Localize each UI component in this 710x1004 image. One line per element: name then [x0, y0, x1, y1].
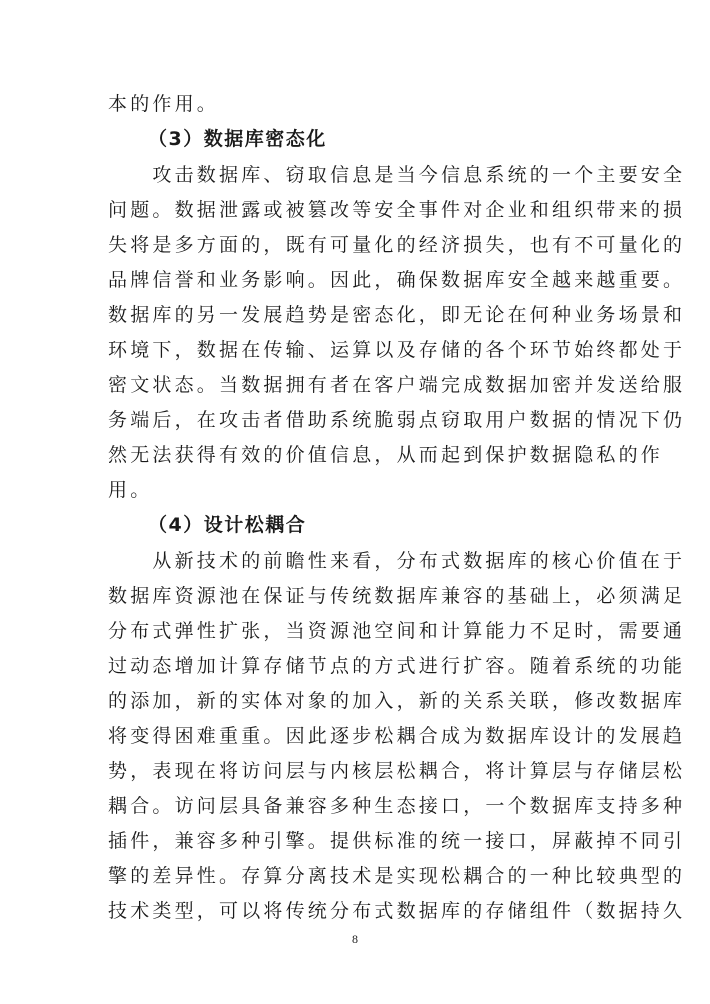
paragraph-line: 用。 [108, 479, 153, 501]
paragraph-line: 本的作用。 [108, 93, 220, 115]
paragraph-line: 技术类型，可以将传统分布式数据库的存储组件（数据持久 [108, 900, 686, 922]
paragraph-line: 务端后，在攻击者借助系统脆弱点窃取用户数据的情况下仍 [108, 409, 686, 431]
paragraph-line: 耦合。访问层具备兼容多种生态接口，一个数据库支持多种 [108, 795, 686, 817]
page-number: 8 [352, 932, 358, 946]
paragraph-line: 环境下，数据在传输、运算以及存储的各个环节始终都处于 [108, 339, 686, 361]
section-heading-4: （4）设计松耦合 [148, 514, 307, 536]
paragraph-line: 攻击数据库、窃取信息是当今信息系统的一个主要安全 [108, 164, 686, 186]
paragraph-line: 品牌信誉和业务影响。因此，确保数据库安全越来越重要。 [108, 269, 686, 291]
paragraph-line: 问题。数据泄露或被篡改等安全事件对企业和组织带来的损 [108, 199, 686, 221]
paragraph-line: 将变得困难重重。因此逐步松耦合成为数据库设计的发展趋 [108, 725, 686, 747]
paragraph-line: 密文状态。当数据拥有者在客户端完成数据加密并发送给服 [108, 374, 686, 396]
paragraph-line: 势，表现在将访问层与内核层松耦合，将计算层与存储层松 [108, 760, 686, 782]
paragraph-line: 失将是多方面的，既有可量化的经济损失，也有不可量化的 [108, 234, 686, 256]
paragraph-line: 的添加，新的实体对象的加入，新的关系关联，修改数据库 [108, 690, 686, 712]
paragraph-line: 擎的差异性。存算分离技术是实现松耦合的一种比较典型的 [108, 865, 686, 887]
paragraph-line: 分布式弹性扩张，当资源池空间和计算能力不足时，需要通 [108, 620, 686, 642]
paragraph-line: 数据库的另一发展趋势是密态化，即无论在何种业务场景和 [108, 304, 686, 326]
section-heading-3: （3）数据库密态化 [148, 128, 327, 150]
paragraph-line: 从新技术的前瞻性来看，分布式数据库的核心价值在于 [108, 550, 686, 572]
paragraph-line: 过动态增加计算存储节点的方式进行扩容。随着系统的功能 [108, 655, 686, 677]
paragraph-line: 数据库资源池在保证与传统数据库兼容的基础上，必须满足 [108, 585, 686, 607]
paragraph-line: 插件，兼容多种引擎。提供标准的统一接口，屏蔽掉不同引 [108, 830, 686, 852]
paragraph-line: 然无法获得有效的价值信息，从而起到保护数据隐私的作 [108, 444, 664, 466]
